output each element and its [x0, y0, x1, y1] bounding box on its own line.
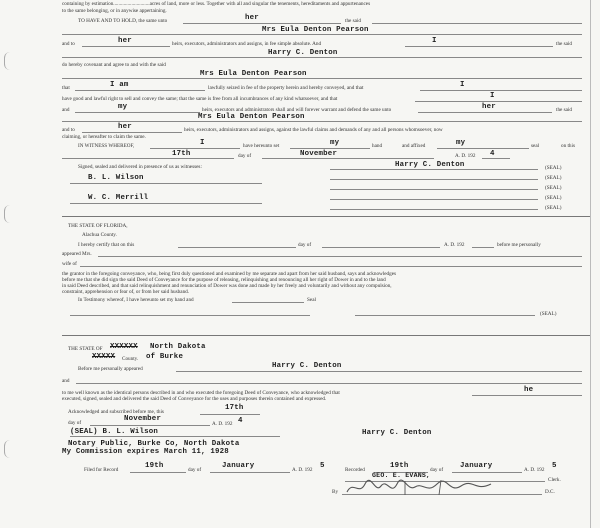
text-line: In Testimony whereof, I have hereunto set my hand and [78, 297, 194, 303]
witness-1-name: B. L. Wilson [88, 174, 144, 182]
filed-year: 5 [320, 462, 325, 470]
text-line: A. D. 192 [455, 153, 476, 159]
ack-person: Harry C. Denton [272, 362, 342, 370]
clerk-name: GEO. E. EVANS, [372, 472, 431, 479]
text-line: before me that she did sign the said Deed of Conveyance for the purpose of releasing, relinquishing and renouncing all her right of Dower in and to the land [62, 277, 386, 283]
sign-month: November [300, 150, 338, 158]
grantor-name: Harry C. Denton [268, 49, 338, 57]
county-heading: Alachua County. [82, 232, 117, 238]
text-line: containing by estimation............................acres of land, more or less. Together with all and singular the tenements, hereditaments and appurtenances [62, 1, 371, 7]
seal-label: (SEAL) [545, 185, 562, 191]
clerk-label: Clerk. [548, 477, 561, 483]
text-line: and to [62, 127, 75, 133]
text-line: the grantor in the foregoing conveyance, who, being first duly questioned and examined by me separate and apart from her said husband, says and acknowledges [62, 271, 397, 277]
recorded-month: January [460, 462, 493, 470]
text-line: Filed for Record [84, 467, 119, 473]
text-line: hand [372, 143, 383, 149]
text-line: Acknowledged and subscribed before me, this [68, 409, 164, 415]
text-line: day of [188, 467, 202, 473]
grantee-name: Mrs Eula Denton Pearson [262, 26, 369, 34]
text-line: day of [68, 420, 82, 426]
text-line: lawfully seized in fee of the property herein and hereby conveyed, and that [208, 85, 364, 91]
text-line: heirs, executors, administrators and assigns, in fee simple absolute. And [172, 41, 322, 47]
text-line: A. D. 192 [444, 242, 465, 248]
text-line: heirs, executors and administrators shall and will forever warrant and defend the same unto [202, 107, 392, 113]
grantee-pronoun: her [118, 123, 132, 131]
grantor-pronoun: I [490, 92, 495, 100]
text-line: day of [430, 467, 444, 473]
county-label: County. [122, 356, 139, 362]
text-line: day of [238, 153, 252, 159]
text-line: A. D. 192 [212, 421, 233, 427]
section-divider [62, 335, 590, 336]
text-line: A. D. 192 [524, 467, 545, 473]
text-line: the said [345, 18, 361, 24]
text-line: and [62, 107, 70, 113]
text-line: IN WITNESS WHEREOF, [78, 143, 135, 149]
text-line: Recorded [345, 467, 365, 473]
text-line: do hereby covenant and agree to and with the said [62, 62, 166, 68]
recorded-day: 19th [390, 462, 409, 470]
grantor-status: I am [110, 81, 129, 89]
seal-label: (SEAL) [545, 205, 562, 211]
acknowledger-signature: Harry C. Denton [362, 429, 432, 437]
seal-label: (SEAL) [545, 195, 562, 201]
grantor-possessive: my [330, 139, 340, 147]
text-line: to the same belonging, or in anywise appertaining. [62, 8, 167, 14]
seal-label: (SEAL) [545, 175, 562, 181]
binding-hole-mark [4, 440, 12, 458]
text-line: and to [62, 41, 75, 47]
text-line: seal [531, 143, 540, 149]
sign-year: 4 [490, 150, 495, 158]
notary-commission: My Commission expires March 11, 1928 [62, 448, 229, 456]
text-line: day of [298, 242, 312, 248]
section-divider [62, 216, 590, 217]
grantee-pronoun: her [482, 103, 496, 111]
text-line: have good and lawful right to sell and convey the same; that the same is free from all incumbrances of any kind whatsoever, and that [62, 96, 338, 102]
text-line: Before me personally appeared [78, 366, 143, 372]
grantee-name: Mrs Eula Denton Pearson [198, 113, 305, 121]
struck-county: XXXXX [92, 353, 116, 361]
ack-pronoun: he [524, 386, 534, 394]
text-line: heirs, executors, administrators and assigns, against the lawful claims and demands of any and all persons whomsoever, now [184, 127, 443, 133]
text-line: and [62, 378, 70, 384]
grantee-pronoun: her [245, 14, 259, 22]
text-line: to me well known as the identical persons described in and who executed the foregoing Deed of Conveyance, who acknowledged that [62, 390, 340, 396]
grantor-possessive: my [118, 103, 128, 111]
state-heading: THE STATE OF FLORIDA, [68, 223, 128, 229]
notary-title: Notary Public, Burke Co, North Dakota [68, 440, 240, 448]
text-line: on this [561, 143, 575, 149]
binding-hole-mark [4, 52, 12, 70]
text-line: the said [556, 107, 572, 113]
seal-label: (SEAL) [540, 311, 557, 317]
ack-month: November [124, 415, 162, 423]
text-line: in said Deed described, and that said relinquishment and renunciation of Dower was done and made by her freely and voluntarily and without any compulsion, [62, 283, 392, 289]
text-line: before me personally [497, 242, 541, 248]
dc-label: D.C. [545, 489, 555, 495]
grantor-pronoun: I [460, 81, 465, 89]
seal-label: (SEAL) [545, 165, 562, 171]
deputy-clerk-signature-scrawl [345, 478, 495, 502]
recorded-year: 5 [552, 462, 557, 470]
ack-day: 17th [225, 404, 244, 412]
text-line: that [62, 85, 70, 91]
text-line: Signed, sealed and delivered in presence of us as witnesses: [78, 164, 202, 170]
filed-month: January [222, 462, 255, 470]
grantee-name: Mrs Eula Denton Pearson [200, 70, 307, 78]
text-line: claiming, or hereafter to claim the same. [62, 134, 146, 140]
ack-state: North Dakota [150, 343, 206, 351]
grantor-pronoun: I [432, 37, 437, 45]
ack-year: 4 [238, 417, 243, 425]
text-line: TO HAVE AND TO HOLD, the same unto [78, 18, 168, 24]
text-line: have hereunto set [243, 143, 280, 149]
state-prefix: THE STATE OF [68, 346, 103, 352]
by-label: By [332, 489, 339, 495]
right-margin-rule [590, 0, 591, 528]
grantor-signature: Harry C. Denton [395, 161, 465, 169]
notary-signature: (SEAL) B. L. Wilson [70, 428, 159, 436]
text-line: Seal [307, 297, 316, 303]
sign-day: 17th [172, 150, 191, 158]
grantor-pronoun: I [200, 139, 205, 147]
text-line: and affixed [402, 143, 426, 149]
struck-state: XXXXXX [110, 343, 138, 351]
witness-2-name: W. C. Merrill [88, 194, 149, 202]
text-line: I hereby certify that on this [78, 242, 135, 248]
text-line: A. D. 192 [292, 467, 313, 473]
text-line: appeared Mrs. [62, 251, 92, 257]
text-line: executed, signed, sealed and delivered the said Deed of Conveyance for the uses and purposes therein contained and expressed. [62, 396, 327, 402]
text-line: constraint, apprehension or fear of, or from her said husband. [62, 289, 190, 295]
text-line: the said [556, 41, 572, 47]
ack-county: of Burke [146, 353, 184, 361]
filed-day: 19th [145, 462, 164, 470]
binding-hole-mark [4, 205, 12, 223]
grantee-pronoun: her [118, 37, 132, 45]
grantor-possessive: my [456, 139, 466, 147]
text-line: wife of [62, 261, 77, 267]
